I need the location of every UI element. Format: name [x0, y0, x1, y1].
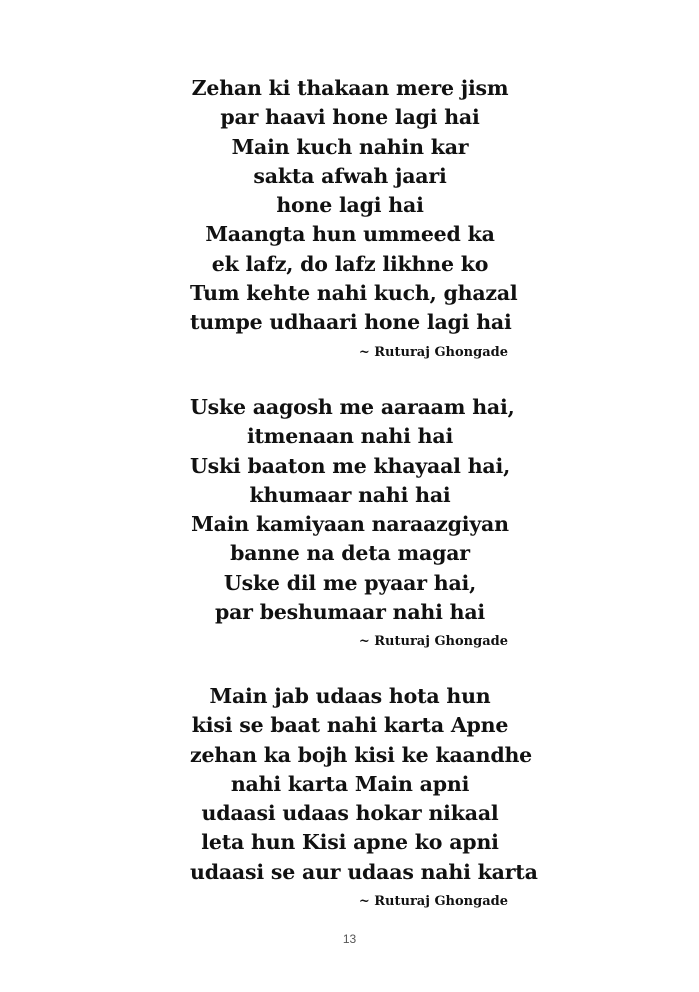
poem-line: Tum kehte nahi kuch, ghazal — [190, 281, 518, 306]
poem-line: Main jab udaas hota hun — [209, 684, 491, 708]
poem-line: Main kamiyaan naraazgiyan — [191, 512, 509, 537]
poem-line: par beshumaar nahi hai — [214, 600, 486, 625]
poem-line: Uske dil me pyaar hai, — [223, 570, 477, 595]
poem-line: Main kuch nahin kar — [231, 134, 469, 159]
poem-line: Maangta hun ummeed ka — [205, 222, 495, 247]
poem-line: Uski baaton me khayaal hai, — [190, 453, 511, 478]
poem-1 — [190, 74, 518, 362]
poem-line: khumaar nahi hai — [249, 482, 451, 507]
poem-line: nahi karta Main apni — [230, 771, 470, 796]
poem-line: kisi se baat nahi karta Apne — [191, 713, 509, 738]
poem-line: itmenaan nahi hai — [246, 424, 454, 449]
poem-author: ~ Ruturaj Ghongade — [358, 344, 508, 360]
poem-line: udaasi se aur udaas nahi karta — [190, 859, 538, 884]
poem-line: ek lafz, do lafz likhne ko — [211, 251, 489, 276]
poem-line: hone lagi hai — [276, 193, 424, 218]
poem-line: Uske aagosh me aaraam hai, — [190, 395, 515, 419]
poem-2 — [190, 393, 515, 651]
poem-line: Zehan ki thakaan mere jism — [191, 76, 509, 100]
poem-line: sakta afwah jaari — [253, 163, 447, 188]
poem-author: ~ Ruturaj Ghongade — [358, 634, 508, 650]
poem-line: udaasi udaas hokar nikaal — [201, 801, 499, 826]
poem-line: par haavi hone lagi hai — [220, 105, 480, 130]
poem-author: ~ Ruturaj Ghongade — [358, 894, 508, 910]
poem-3 — [190, 682, 538, 911]
poem-line: zehan ka bojh kisi ke kaandhe — [190, 742, 532, 767]
poem-line: leta hun Kisi apne ko apni — [201, 830, 499, 855]
poem-line: tumpe udhaari hone lagi hai — [190, 310, 512, 335]
page-number: 13 — [342, 932, 357, 946]
poem-line: banne na deta magar — [230, 541, 470, 566]
